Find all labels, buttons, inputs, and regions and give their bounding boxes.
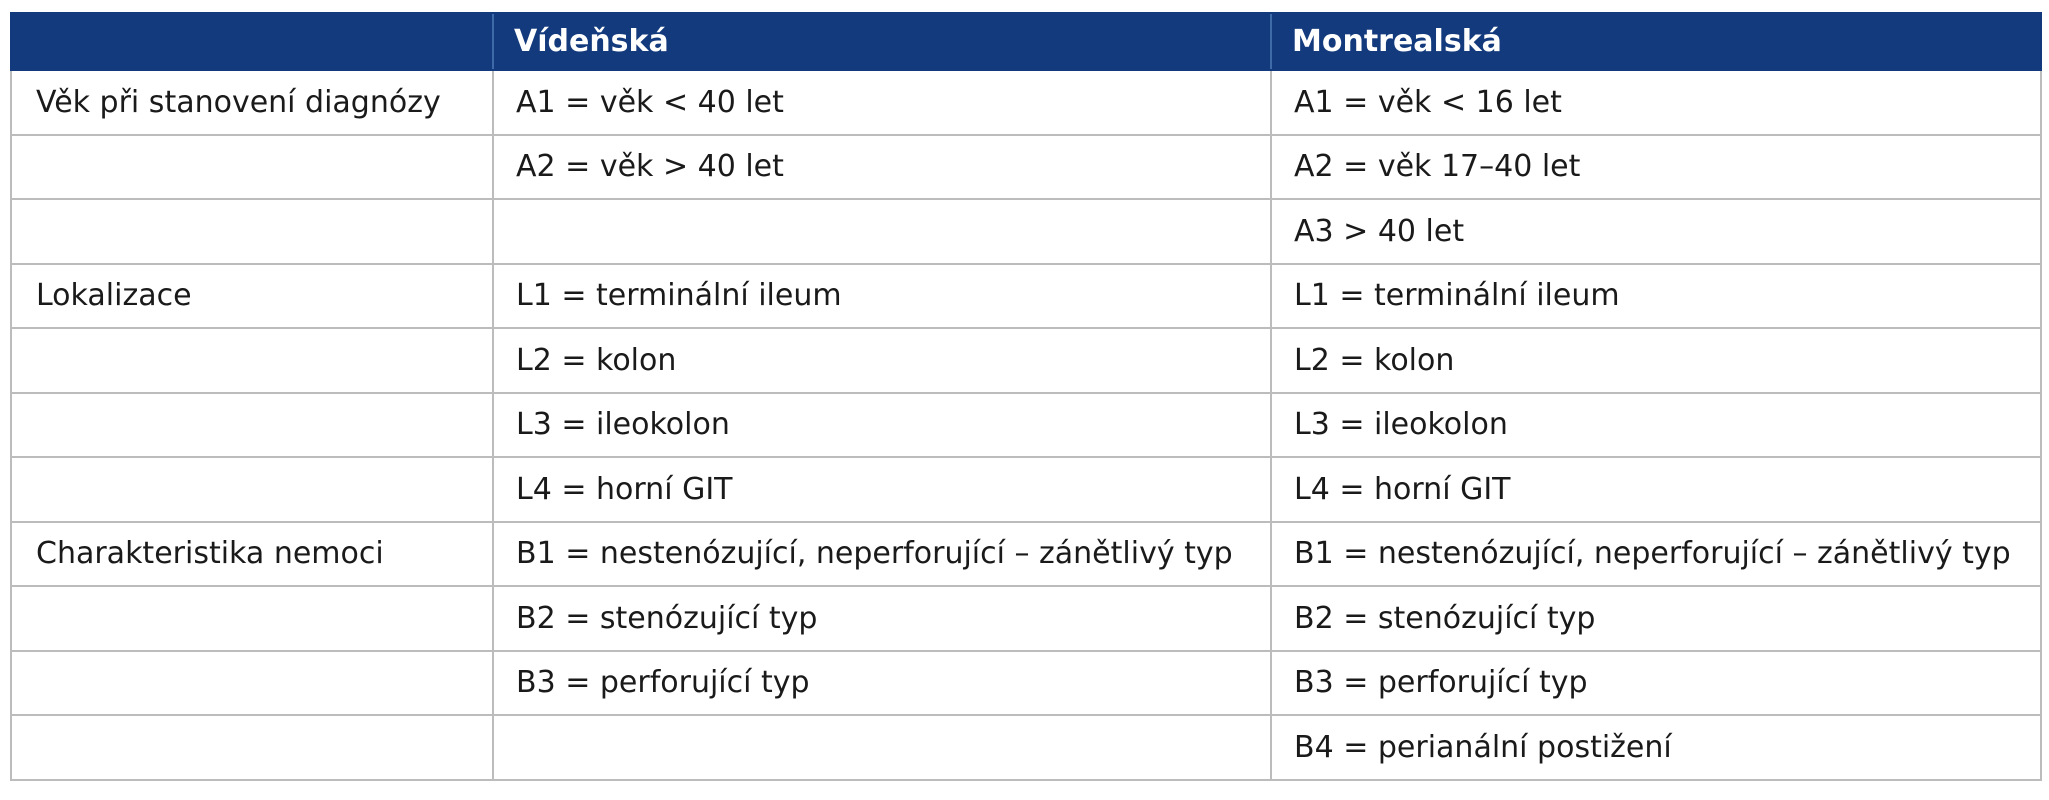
header-cell-vienna: Vídeňská xyxy=(493,13,1271,70)
table-row xyxy=(11,651,2041,716)
category-cell xyxy=(11,328,493,393)
category-cell xyxy=(11,199,493,264)
table-row xyxy=(11,199,2041,264)
montreal-cell: L4 = horní GIT xyxy=(1271,457,2041,522)
classification-table xyxy=(10,12,2042,781)
montreal-cell: A3 > 40 let xyxy=(1271,199,2041,264)
montreal-cell: A2 = věk 17–40 let xyxy=(1271,135,2041,200)
vienna-cell: A2 = věk > 40 let xyxy=(493,135,1271,200)
category-cell: Charakteristika nemoci xyxy=(11,522,493,587)
category-cell xyxy=(11,651,493,716)
montreal-cell: B4 = perianální postižení xyxy=(1271,715,2041,780)
category-cell xyxy=(11,457,493,522)
vienna-cell: L3 = ileokolon xyxy=(493,393,1271,458)
montreal-cell: L1 = terminální ileum xyxy=(1271,264,2041,329)
vienna-cell: L1 = terminální ileum xyxy=(493,264,1271,329)
category-cell: Lokalizace xyxy=(11,264,493,329)
table-row xyxy=(11,715,2041,780)
table-row xyxy=(11,393,2041,458)
montreal-cell: B1 = nestenózující, neperforující – zánětlivý typ xyxy=(1271,522,2041,587)
vienna-cell: A1 = věk < 40 let xyxy=(493,70,1271,135)
header-cell-empty xyxy=(11,13,493,70)
table-row xyxy=(11,586,2041,651)
category-cell xyxy=(11,135,493,200)
vienna-cell xyxy=(493,715,1271,780)
table-row xyxy=(11,457,2041,522)
montreal-cell: L2 = kolon xyxy=(1271,328,2041,393)
classification-table-container xyxy=(10,12,2040,781)
table-row xyxy=(11,522,2041,587)
category-cell: Věk při stanovení diagnózy xyxy=(11,70,493,135)
table-row xyxy=(11,70,2041,135)
vienna-cell: L4 = horní GIT xyxy=(493,457,1271,522)
montreal-cell: B3 = perforující typ xyxy=(1271,651,2041,716)
table-header-row xyxy=(11,13,2041,70)
table-row xyxy=(11,135,2041,200)
header-cell-montreal: Montrealská xyxy=(1271,13,2041,70)
category-cell xyxy=(11,715,493,780)
montreal-cell: L3 = ileokolon xyxy=(1271,393,2041,458)
table-row xyxy=(11,264,2041,329)
vienna-cell: B1 = nestenózující, neperforující – zánětlivý typ xyxy=(493,522,1271,587)
montreal-cell: A1 = věk < 16 let xyxy=(1271,70,2041,135)
vienna-cell xyxy=(493,199,1271,264)
category-cell xyxy=(11,586,493,651)
vienna-cell: L2 = kolon xyxy=(493,328,1271,393)
montreal-cell: B2 = stenózující typ xyxy=(1271,586,2041,651)
vienna-cell: B2 = stenózující typ xyxy=(493,586,1271,651)
category-cell xyxy=(11,393,493,458)
table-row xyxy=(11,328,2041,393)
vienna-cell: B3 = perforující typ xyxy=(493,651,1271,716)
